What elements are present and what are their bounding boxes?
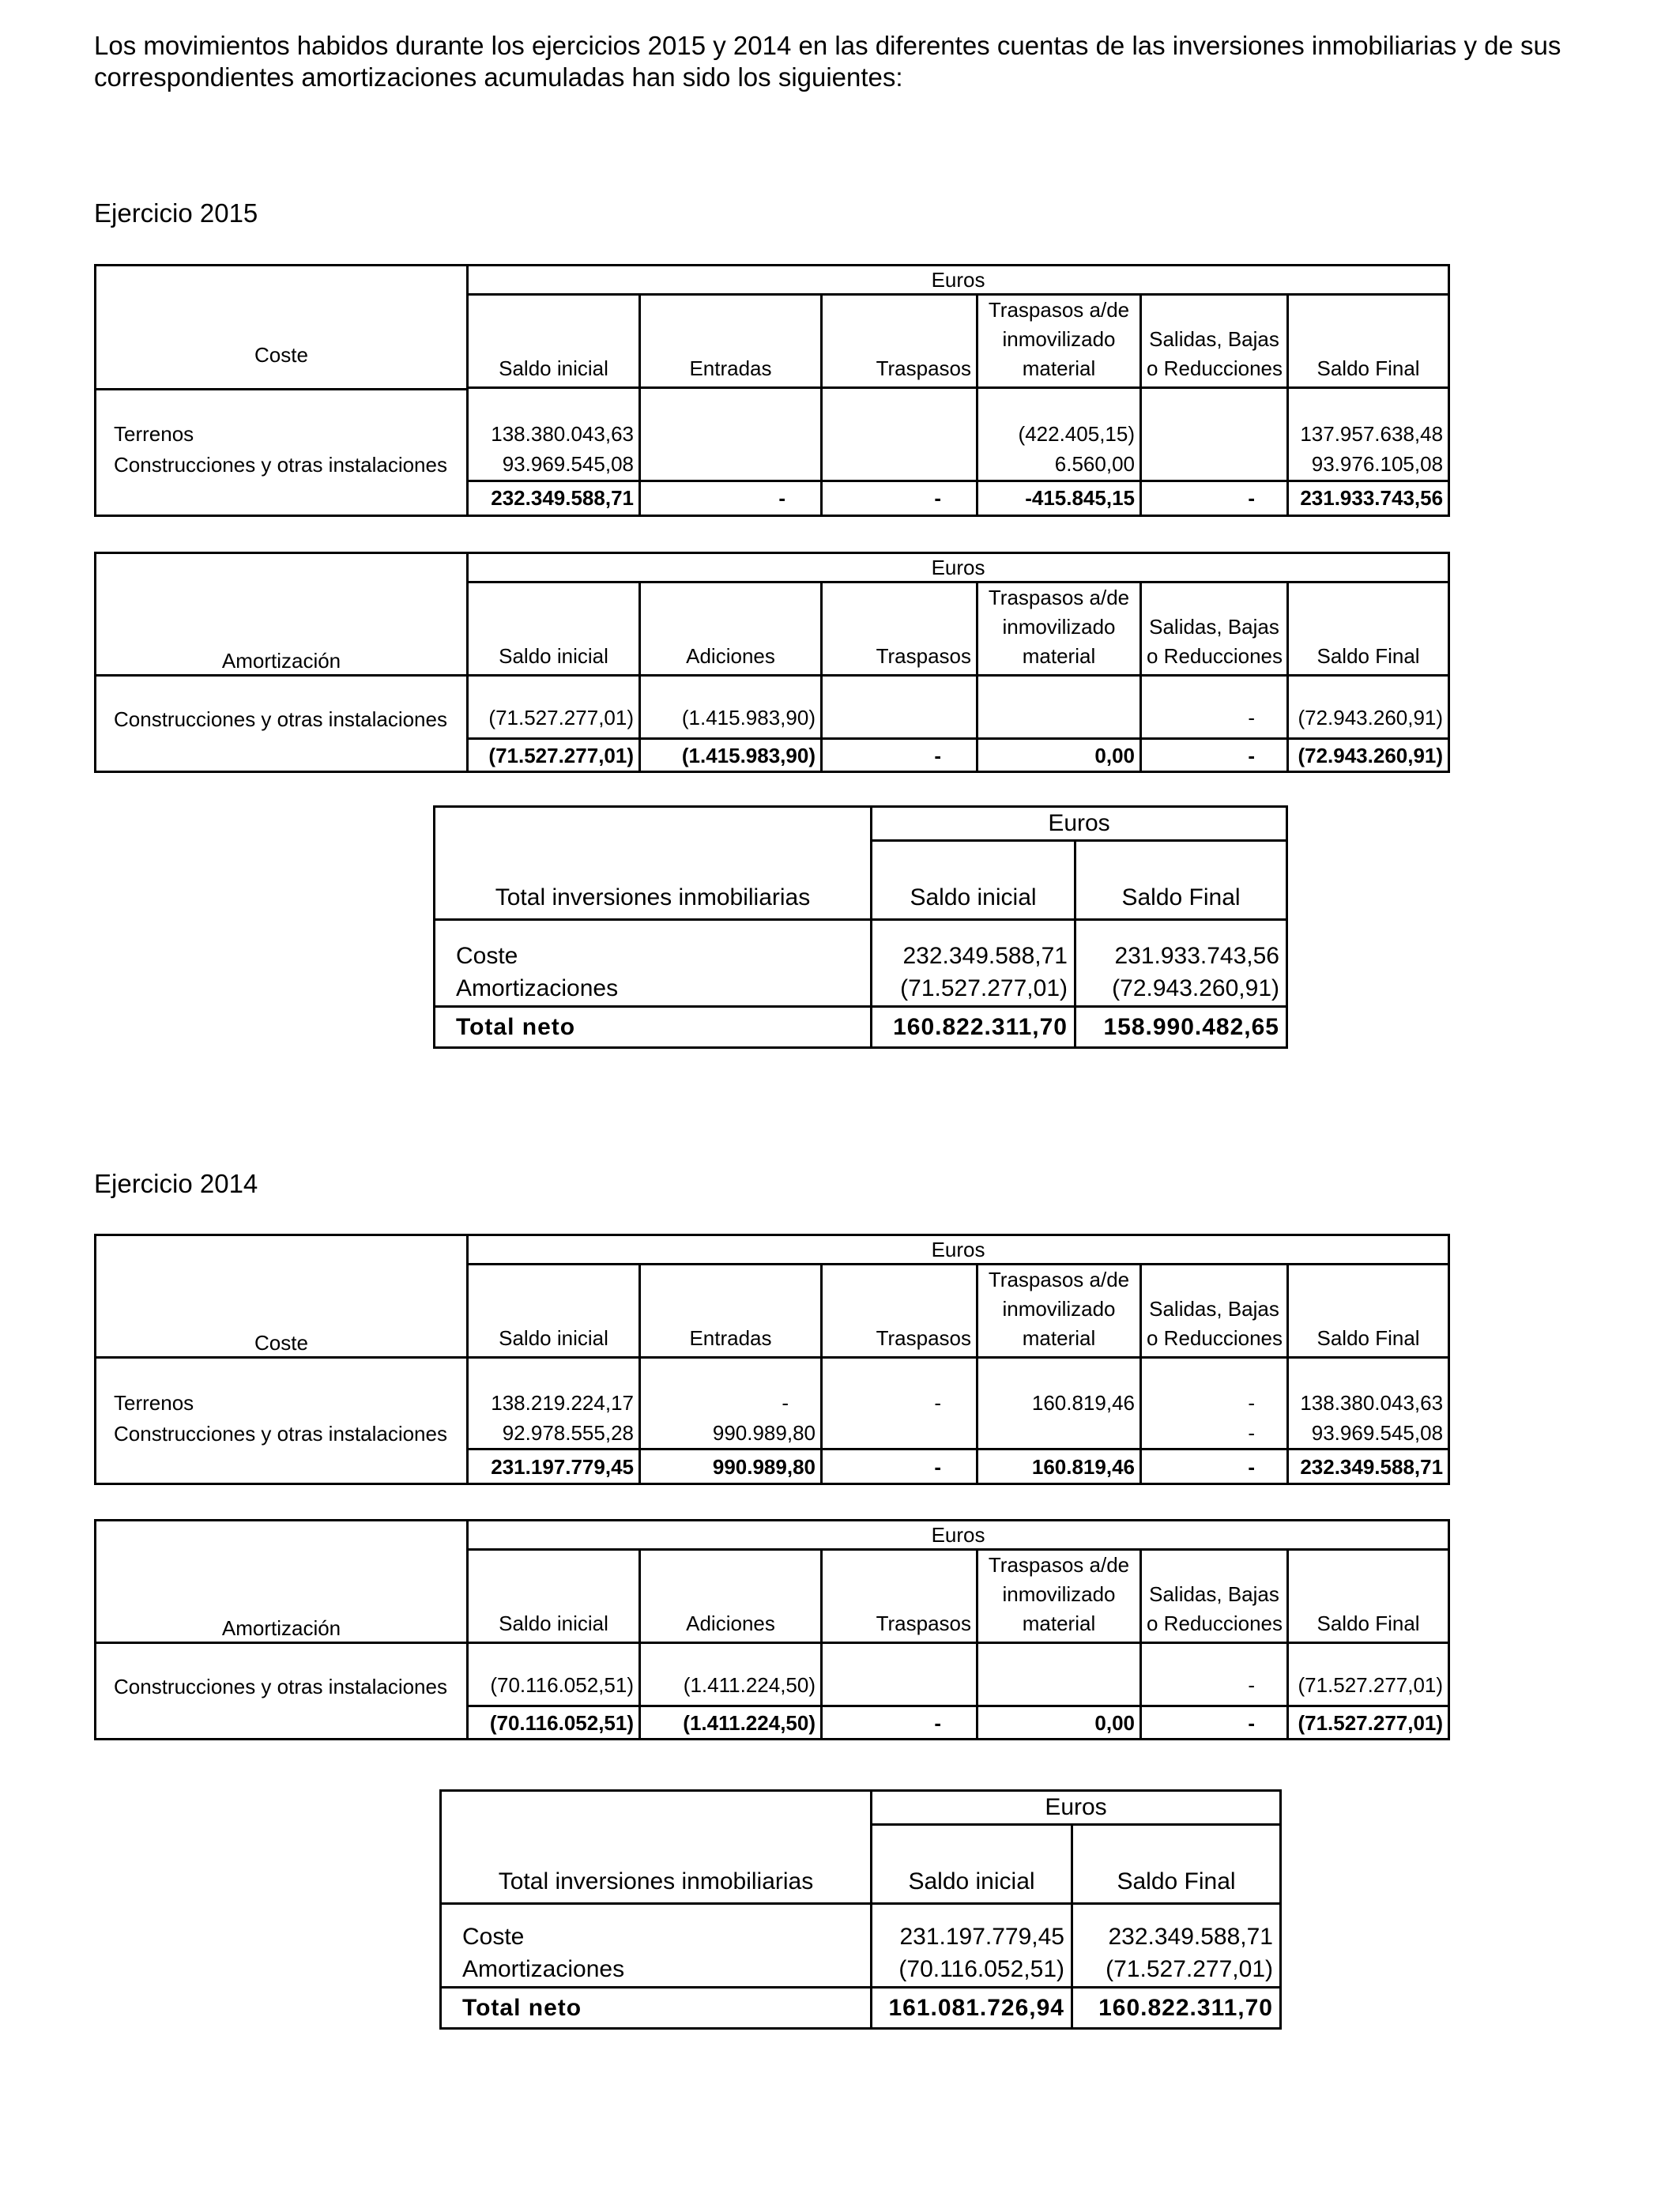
amort-label-cell-top (96, 553, 468, 582)
col-traspasos-inmovilizado (977, 582, 1141, 676)
total-cell: -415.845,15 (977, 481, 1141, 515)
cell: 232.349.588,71 (872, 920, 1075, 972)
header-line: o Reducciones (1147, 1612, 1283, 1635)
total-cell: - (822, 1449, 977, 1484)
total-cell: (71.527.277,01) (468, 739, 640, 772)
header-line: Traspasos a/de (988, 1553, 1130, 1577)
total-cell: - (1141, 739, 1288, 772)
cell (977, 1643, 1141, 1706)
cell (822, 1643, 977, 1706)
col-entradas: Entradas (640, 295, 822, 388)
summary-label: Total inversiones inmobiliarias (441, 1825, 872, 1904)
total-cell: - (822, 739, 977, 772)
cell: 231.197.779,45 (872, 1904, 1072, 1953)
table-label-amortizacion: Amortización (96, 582, 468, 676)
col-saldo-inicial: Saldo inicial (468, 1550, 640, 1643)
col-traspasos: Traspasos (822, 582, 977, 676)
cell: - (1141, 1643, 1288, 1706)
row-label: Construcciones y otras instalaciones (96, 449, 468, 481)
cell: - (822, 1358, 977, 1418)
header-line: o Reducciones (1147, 1326, 1283, 1350)
row-label: Construcciones y otras instalaciones (96, 1418, 468, 1449)
cell: 990.989,80 (640, 1418, 822, 1449)
cell: 138.219.224,17 (468, 1358, 640, 1418)
total-cell: - (1141, 481, 1288, 515)
total-cell: 232.349.588,71 (468, 481, 640, 515)
cell: 6.560,00 (977, 449, 1141, 481)
col-saldo-inicial: Saldo inicial (872, 841, 1075, 920)
cell: 231.933.743,56 (1075, 920, 1287, 972)
header-line: inmovilizado (1002, 327, 1116, 351)
euros-header: Euros (468, 553, 1449, 582)
row-label: Coste (435, 920, 872, 972)
total-cell: (70.116.052,51) (468, 1706, 640, 1740)
summary-table-2014 (439, 1789, 1282, 2030)
total-cell: 161.081.726,94 (872, 1988, 1072, 2029)
table-row (435, 972, 1287, 1007)
cell: - (640, 1358, 822, 1418)
header-line: o Reducciones (1147, 644, 1283, 668)
col-entradas: Entradas (640, 1265, 822, 1358)
header-line: inmovilizado (1002, 615, 1116, 639)
total-row (96, 1449, 1449, 1484)
intro-paragraph (94, 30, 1635, 93)
euros-header: Euros (468, 1235, 1449, 1265)
cell (977, 1418, 1141, 1449)
intro-line-1: Los movimientos habidos durante los ejercicios 2015 y 2014 en las diferentes cuentas de las inversiones inmobiliarias y de sus (94, 31, 1561, 60)
col-saldo-final: Saldo Final (1075, 841, 1287, 920)
cell (822, 389, 977, 449)
total-cell: 990.989,80 (640, 1449, 822, 1484)
total-cell: - (1141, 1706, 1288, 1740)
header-line: Salidas, Bajas (1149, 327, 1279, 351)
col-adiciones: Adiciones (640, 1550, 822, 1643)
header-line: material (1022, 356, 1096, 380)
col-saldo-inicial: Saldo inicial (468, 582, 640, 676)
total-cell: - (1141, 1449, 1288, 1484)
summary-label: Total inversiones inmobiliarias (435, 841, 872, 920)
col-saldo-inicial: Saldo inicial (468, 1265, 640, 1358)
row-label: Construcciones y otras instalaciones (96, 676, 468, 739)
col-salidas (1141, 582, 1288, 676)
cell: 232.349.588,71 (1072, 1904, 1281, 1953)
header-line: o Reducciones (1147, 356, 1283, 380)
cell: - (1141, 676, 1288, 739)
header-line: Salidas, Bajas (1149, 615, 1279, 639)
col-saldo-inicial: Saldo inicial (872, 1825, 1072, 1904)
table-row (96, 1418, 1449, 1449)
header-line: material (1022, 1612, 1096, 1635)
table-row (96, 1643, 1449, 1706)
total-cell: (1.411.224,50) (640, 1706, 822, 1740)
col-salidas (1141, 1550, 1288, 1643)
header-line: Traspasos a/de (988, 298, 1130, 322)
col-saldo-final: Saldo Final (1072, 1825, 1281, 1904)
row-label: Coste (441, 1904, 872, 1953)
cell: (72.943.260,91) (1288, 676, 1449, 739)
col-adiciones: Adiciones (640, 582, 822, 676)
euros-header: Euros (872, 1791, 1281, 1825)
header-line: Salidas, Bajas (1149, 1582, 1279, 1606)
col-saldo-final: Saldo Final (1288, 1550, 1449, 1643)
row-label: Amortizaciones (441, 1953, 872, 1988)
table-row (96, 389, 1449, 449)
col-traspasos: Traspasos (822, 1550, 977, 1643)
total-row (96, 481, 1449, 515)
table-row (96, 1358, 1449, 1418)
col-traspasos: Traspasos (822, 1265, 977, 1358)
total-cell: 160.819,46 (977, 1449, 1141, 1484)
row-label: Total neto (441, 1988, 872, 2029)
cell (1141, 389, 1288, 449)
col-saldo-final: Saldo Final (1288, 582, 1449, 676)
coste-table-2014 (94, 1234, 1450, 1485)
row-label: Construcciones y otras instalaciones (96, 1643, 468, 1706)
col-saldo-final: Saldo Final (1288, 295, 1449, 388)
cell: (1.415.983,90) (640, 676, 822, 739)
cell (822, 676, 977, 739)
total-row (96, 739, 1449, 772)
total-row (441, 1988, 1281, 2029)
cell: (1.411.224,50) (640, 1643, 822, 1706)
total-cell: (1.415.983,90) (640, 739, 822, 772)
summary-table-2015 (433, 805, 1288, 1049)
cell: 138.380.043,63 (1288, 1358, 1449, 1418)
section-title-2015: Ejercicio 2015 (94, 198, 258, 228)
col-traspasos-inmovilizado (977, 1265, 1141, 1358)
row-label: Amortizaciones (435, 972, 872, 1007)
cell: 137.957.638,48 (1288, 389, 1449, 449)
table-row (96, 676, 1449, 739)
col-saldo-inicial: Saldo inicial (468, 295, 640, 388)
row-label: Total neto (435, 1007, 872, 1048)
col-salidas (1141, 1265, 1288, 1358)
header-line: Traspasos a/de (988, 586, 1130, 609)
header-line: inmovilizado (1002, 1582, 1116, 1606)
total-cell: 0,00 (977, 739, 1141, 772)
total-cell: 158.990.482,65 (1075, 1007, 1287, 1048)
cell (822, 449, 977, 481)
col-salidas (1141, 295, 1288, 388)
cell: (71.527.277,01) (1072, 1953, 1281, 1988)
table-row (96, 449, 1449, 481)
cell: - (1141, 1418, 1288, 1449)
header-line: inmovilizado (1002, 1297, 1116, 1321)
table-row (435, 920, 1287, 972)
cell: 93.969.545,08 (1288, 1418, 1449, 1449)
cell: (71.527.277,01) (468, 676, 640, 739)
total-cell: 160.822.311,70 (1072, 1988, 1281, 2029)
row-label: Terrenos (96, 389, 468, 449)
total-row (96, 1706, 1449, 1740)
cell (640, 389, 822, 449)
header-line: material (1022, 1326, 1096, 1350)
cell: 160.819,46 (977, 1358, 1141, 1418)
row-label: Terrenos (96, 1358, 468, 1418)
total-cell: 231.933.743,56 (1288, 481, 1449, 515)
coste-table-2015 (94, 264, 1450, 517)
cell: - (1141, 1358, 1288, 1418)
header-line: Traspasos a/de (988, 1268, 1130, 1291)
euros-header: Euros (468, 266, 1449, 295)
total-cell: - (640, 481, 822, 515)
table-label-amortizacion: Amortización (96, 1550, 468, 1643)
cell: 93.976.105,08 (1288, 449, 1449, 481)
cell: (70.116.052,51) (872, 1953, 1072, 1988)
header-line: Salidas, Bajas (1149, 1297, 1279, 1321)
total-cell: 231.197.779,45 (468, 1449, 640, 1484)
total-cell: 160.822.311,70 (872, 1007, 1075, 1048)
cell (977, 676, 1141, 739)
total-row (435, 1007, 1287, 1048)
cell: (70.116.052,51) (468, 1643, 640, 1706)
cell: (72.943.260,91) (1075, 972, 1287, 1007)
cell: (71.527.277,01) (1288, 1643, 1449, 1706)
cell: 92.978.555,28 (468, 1418, 640, 1449)
total-cell: 0,00 (977, 1706, 1141, 1740)
col-traspasos-inmovilizado (977, 295, 1141, 388)
euros-header: Euros (872, 807, 1287, 841)
total-cell: - (822, 1706, 977, 1740)
table-row (441, 1904, 1281, 1953)
euros-header: Euros (468, 1521, 1449, 1550)
total-cell: - (822, 481, 977, 515)
table-label-coste (96, 342, 468, 367)
cell: 138.380.043,63 (468, 389, 640, 449)
coste-label-cell (96, 266, 468, 388)
total-cell: (72.943.260,91) (1288, 739, 1449, 772)
total-cell: (71.527.277,01) (1288, 1706, 1449, 1740)
col-traspasos-inmovilizado (977, 1550, 1141, 1643)
cell (822, 1418, 977, 1449)
col-saldo-final: Saldo Final (1288, 1265, 1449, 1358)
amortizacion-table-2015 (94, 552, 1450, 773)
header-line: material (1022, 644, 1096, 668)
section-title-2014: Ejercicio 2014 (94, 1169, 258, 1198)
cell: (71.527.277,01) (872, 972, 1075, 1007)
col-traspasos: Traspasos (822, 295, 977, 388)
table-label-coste: Coste (96, 1265, 468, 1358)
amortizacion-table-2014 (94, 1519, 1450, 1740)
total-cell: 232.349.588,71 (1288, 1449, 1449, 1484)
cell: (422.405,15) (977, 389, 1141, 449)
cell: 93.969.545,08 (468, 449, 640, 481)
cell (640, 449, 822, 481)
table-row (441, 1953, 1281, 1988)
coste-label: Coste (254, 342, 308, 367)
cell (1141, 449, 1288, 481)
intro-line-2: correspondientes amortizaciones acumuladas han sido los siguientes: (94, 62, 903, 92)
